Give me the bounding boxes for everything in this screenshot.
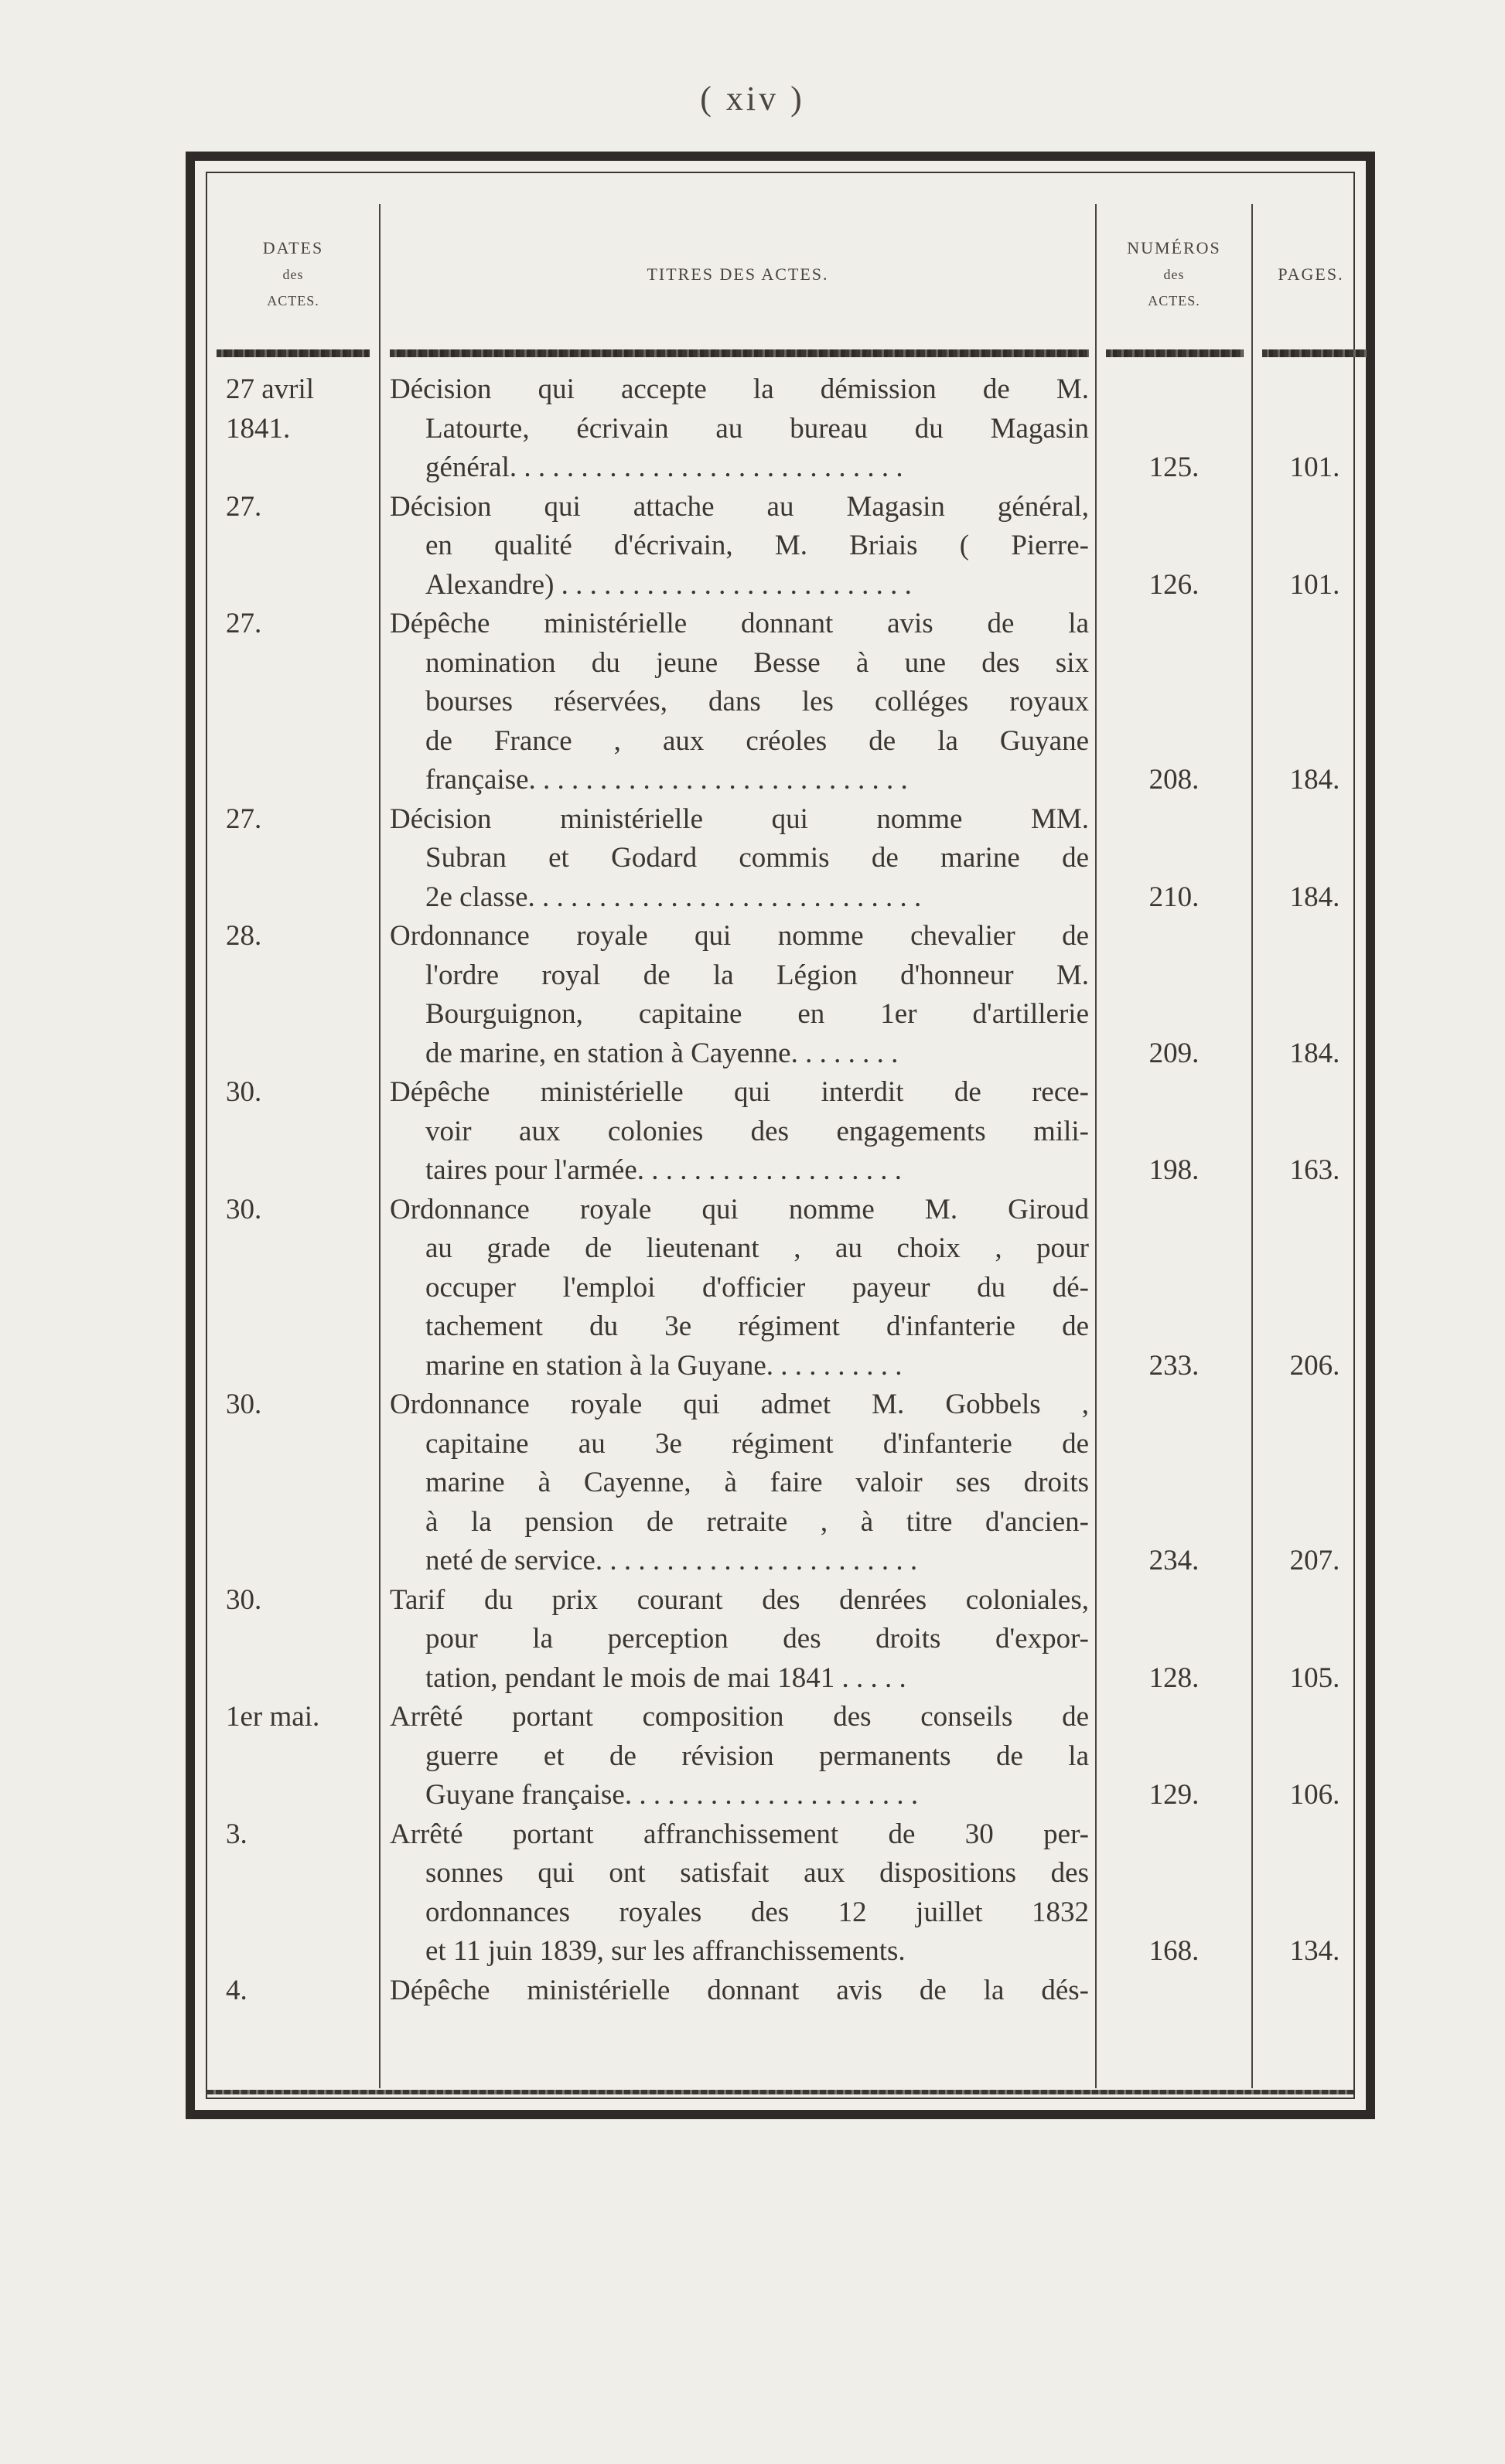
header-titres: TITRES DES ACTES. <box>647 264 829 284</box>
entry-date-line: 4. <box>226 1974 247 2006</box>
entry-numero: 210. <box>1148 881 1200 913</box>
entry-numero: 209. <box>1148 1037 1200 1069</box>
entry-title <box>390 1581 1089 1699</box>
entry-title-line: général. . . . . . . . . . . . . . . . . . . . . . . . . . . . <box>425 452 903 483</box>
header-rule-dates <box>217 349 370 357</box>
entry-date-line: 1er mai. <box>226 1701 320 1733</box>
entry-page: 184. <box>1289 764 1340 796</box>
entry-title <box>390 1073 1089 1191</box>
entry-title-line: 2e classe. . . . . . . . . . . . . . . . . . . . . . . . . . . . <box>425 881 922 913</box>
header-dates-line1: DATES <box>262 238 324 257</box>
entry-date <box>207 1191 379 1230</box>
header-dates-line3: ACTES. <box>267 293 319 308</box>
entry-page: 206. <box>1289 1349 1340 1382</box>
entry-title-line: tachement du 3e régiment d'infanterie de <box>425 1310 1089 1342</box>
table-row <box>207 800 1353 918</box>
entry-date-line: 3. <box>226 1818 247 1850</box>
entry-page: 163. <box>1289 1154 1340 1186</box>
table-row <box>207 1815 1353 1972</box>
entry-title-line: guerre et de révision permanents de la <box>425 1740 1089 1772</box>
entry-title-line: de France , aux créoles de la Guyane <box>425 724 1089 757</box>
entry-title-line: au grade de lieutenant , au choix , pour <box>425 1232 1089 1264</box>
header-pages: PAGES. <box>1278 264 1344 284</box>
entry-page: 106. <box>1289 1779 1340 1811</box>
entry-numero: 233. <box>1148 1349 1200 1382</box>
entry-title-line: marine en station à la Guyane. . . . . . . . . . <box>425 1349 903 1382</box>
table-inner-border <box>206 172 1355 2099</box>
entries-list <box>207 370 1353 2010</box>
entry-date <box>207 800 379 840</box>
entry-title-line: occuper l'emploi d'officier payeur du dé- <box>425 1271 1089 1304</box>
entry-date-line: 30. <box>226 1076 262 1108</box>
table-row <box>207 1581 1353 1699</box>
entry-date <box>207 1698 379 1737</box>
entry-title-line: Décision qui attache au Magasin général, <box>390 490 1089 523</box>
entry-title-line: Latourte, écrivain au bureau du Magasin <box>425 412 1089 445</box>
table-row <box>207 917 1353 1073</box>
entry-date <box>207 1581 379 1621</box>
entry-title-line: de marine, en station à Cayenne. . . . . . . . <box>425 1037 899 1069</box>
entry-title-line: Arrêté portant affranchissement de 30 per- <box>390 1818 1089 1850</box>
entry-title-line: marine à Cayenne, à faire valoir ses droits <box>425 1467 1089 1498</box>
entry-title-line: et 11 juin 1839, sur les affranchissements. <box>425 1935 906 1967</box>
entry-page: 101. <box>1289 568 1340 601</box>
entry-title-line: en qualité d'écrivain, M. Briais ( Pierre- <box>425 530 1089 561</box>
entry-title-line: sonnes qui ont satisfait aux dispositions des <box>425 1857 1089 1889</box>
entry-date-line: 27. <box>226 490 262 523</box>
entry-numero: 128. <box>1148 1661 1200 1694</box>
header-dates-line2: des <box>282 267 304 282</box>
entry-title <box>390 1191 1089 1386</box>
entry-numero: 208. <box>1148 764 1200 796</box>
entry-date-line: 30. <box>226 1193 262 1225</box>
header-numeros <box>1097 235 1251 314</box>
table-frame <box>186 152 1375 2119</box>
entry-date-line: 27. <box>226 608 262 639</box>
entry-title <box>390 605 1089 800</box>
entry-date <box>207 370 379 448</box>
entry-date <box>207 1073 379 1113</box>
entry-title-line: Alexandre) . . . . . . . . . . . . . . . . . . . . . . . . . <box>425 568 912 601</box>
entry-title-line: Ordonnance royale qui nomme M. Giroud <box>390 1193 1089 1225</box>
entry-numero: 126. <box>1148 568 1200 601</box>
entry-date-line: 1841. <box>226 412 291 445</box>
entry-title-line: Décision ministérielle qui nomme MM. <box>390 803 1089 835</box>
header-numeros-line1: NUMÉROS <box>1127 238 1221 257</box>
header-numeros-line3: ACTES. <box>1148 293 1200 308</box>
entry-title-line: Bourguignon, capitaine en 1er d'artillerie <box>425 998 1089 1030</box>
entry-numero: 168. <box>1148 1935 1200 1967</box>
page-number: ( xiv ) <box>700 80 805 118</box>
table-row <box>207 1073 1353 1191</box>
header-dates <box>207 235 379 314</box>
bottom-rule <box>207 2090 1353 2094</box>
entry-title-line: nomination du jeune Besse à une des six <box>425 646 1089 679</box>
entry-title-line: Dépêche ministérielle donnant avis de la <box>390 608 1089 639</box>
header-numeros-line2: des <box>1163 267 1185 282</box>
entry-date <box>207 917 379 956</box>
entry-title <box>390 1815 1089 1972</box>
entry-date-line: 28. <box>226 920 262 952</box>
entry-date-line: 30. <box>226 1389 262 1420</box>
entry-title-line: l'ordre royal de la Légion d'honneur M. <box>425 959 1089 991</box>
header-rule-pages <box>1262 349 1367 357</box>
entry-title-line: tation, pendant le mois de mai 1841 . . . . . <box>425 1661 906 1694</box>
entry-page: 184. <box>1289 881 1340 913</box>
entry-title-line: Guyane française. . . . . . . . . . . . . . . . . . . . . <box>425 1779 919 1811</box>
table-row <box>207 605 1353 800</box>
entry-title <box>390 488 1089 605</box>
entry-title <box>390 1972 1089 2011</box>
entry-title-line: Tarif du prix courant des denrées coloniales, <box>390 1583 1089 1616</box>
entry-title-line: voir aux colonies des engagements mili- <box>425 1115 1089 1147</box>
entry-page: 105. <box>1289 1661 1340 1694</box>
entry-numero: 125. <box>1148 452 1200 483</box>
entry-date <box>207 1972 379 2011</box>
entry-title <box>390 1385 1089 1581</box>
entry-title-line: Décision qui accepte la démission de M. <box>390 373 1089 405</box>
entry-title-line: Dépêche ministérielle qui interdit de rece- <box>390 1076 1089 1108</box>
entry-title <box>390 370 1089 488</box>
entry-page: 101. <box>1289 452 1340 483</box>
entry-date <box>207 1815 379 1855</box>
entry-title-line: Ordonnance royale qui admet M. Gobbels , <box>390 1389 1089 1420</box>
entry-page: 184. <box>1289 1037 1340 1069</box>
header-rule-numeros <box>1106 349 1244 357</box>
table-row <box>207 370 1353 488</box>
table-row <box>207 1385 1353 1581</box>
entry-date-line: 30. <box>226 1583 262 1616</box>
entry-title-line: taires pour l'armée. . . . . . . . . . . . . . . . . . . <box>425 1154 903 1186</box>
entry-date <box>207 605 379 644</box>
entry-title <box>390 1698 1089 1815</box>
entry-title <box>390 800 1089 918</box>
table-row <box>207 1698 1353 1815</box>
entry-title-line: Arrêté portant composition des conseils de <box>390 1701 1089 1733</box>
entry-date-line: 27. <box>226 803 262 835</box>
entry-title <box>390 917 1089 1073</box>
entry-numero: 129. <box>1148 1779 1200 1811</box>
entry-date-line: 27 avril <box>226 373 315 405</box>
entry-title-line: bourses réservées, dans les colléges royaux <box>425 686 1089 717</box>
entry-title-line: à la pension de retraite , à titre d'ancien- <box>425 1505 1089 1538</box>
entry-title-line: pour la perception des droits d'expor- <box>425 1623 1089 1655</box>
entry-title-line: Ordonnance royale qui nomme chevalier de <box>390 920 1089 952</box>
entry-page: 134. <box>1289 1935 1340 1967</box>
entry-title-line: Dépêche ministérielle donnant avis de la dés- <box>390 1974 1089 2006</box>
entry-date <box>207 488 379 527</box>
entry-page: 207. <box>1289 1545 1340 1576</box>
entry-title-line: Subran et Godard commis de marine de <box>425 842 1089 874</box>
table-row <box>207 1972 1353 2011</box>
entry-title-line: capitaine au 3e régiment d'infanterie de <box>425 1427 1089 1460</box>
entry-title-line: ordonnances royales des 12 juillet 1832 <box>425 1896 1089 1928</box>
entry-numero: 198. <box>1148 1154 1200 1186</box>
table-row <box>207 488 1353 605</box>
entry-date <box>207 1385 379 1425</box>
entry-title-line: française. . . . . . . . . . . . . . . . . . . . . . . . . . . <box>425 764 908 796</box>
entry-title-line: neté de service. . . . . . . . . . . . . . . . . . . . . . . <box>425 1545 918 1576</box>
entry-numero: 234. <box>1148 1545 1200 1576</box>
header-rule-titres <box>390 349 1089 357</box>
table-row <box>207 1191 1353 1386</box>
